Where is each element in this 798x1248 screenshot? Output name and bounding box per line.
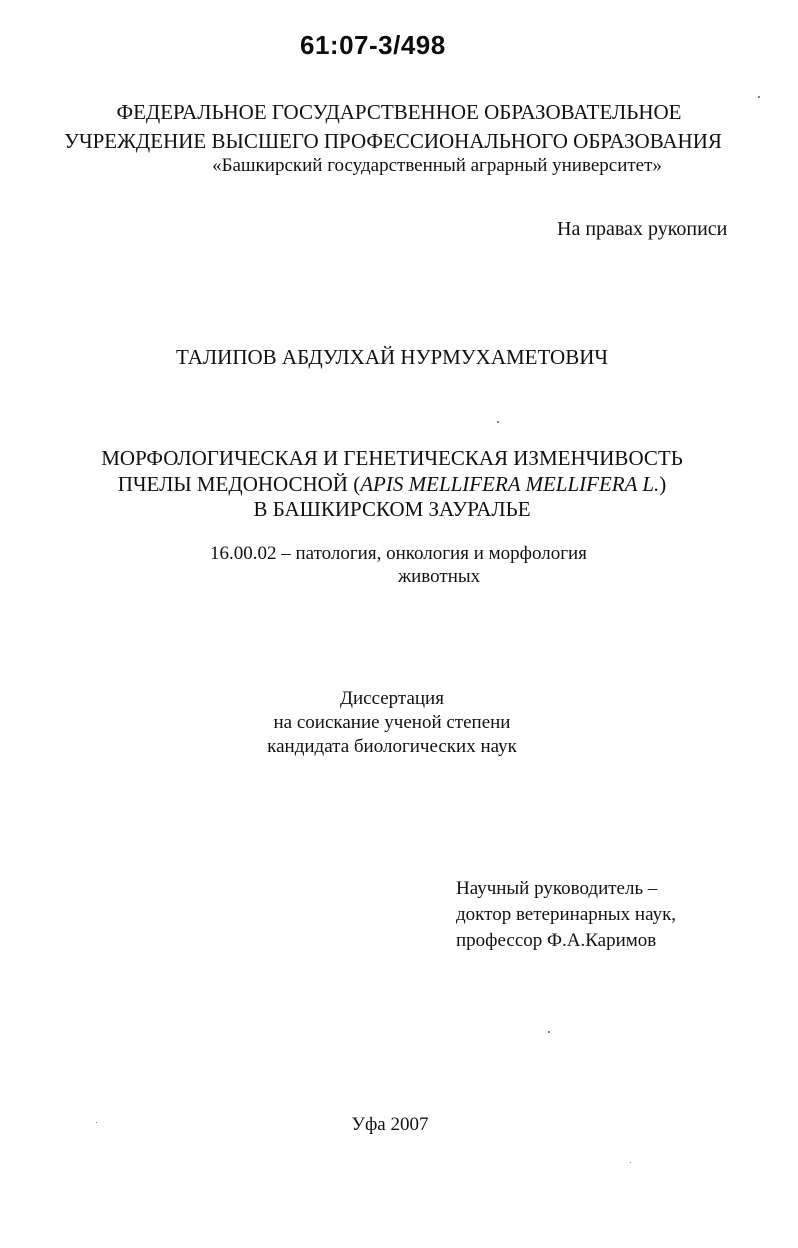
supervisor-name: профессор Ф.А.Каримов — [456, 930, 657, 951]
specialty-continuation: животных — [398, 566, 481, 587]
specialty-code-line: 16.00.02 – патология, онкология и морфология — [210, 543, 587, 564]
manuscript-rights-note: На правах рукописи — [557, 218, 728, 240]
degree-name: кандидата биологических наук — [267, 736, 517, 757]
title-line-2-suffix: ) — [659, 472, 667, 496]
scan-speck — [548, 1031, 550, 1033]
scan-speck — [96, 1122, 97, 1123]
degree-purpose: на соискание ученой степени — [273, 712, 511, 733]
author-name: ТАЛИПОВ АБДУЛХАЙ НУРМУХАМЕТОВИЧ — [175, 345, 609, 369]
scan-speck — [497, 421, 499, 423]
thesis-title-line-1: МОРФОЛОГИЧЕСКАЯ И ГЕНЕТИЧЕСКАЯ ИЗМЕНЧИВОСТЬ — [101, 446, 683, 470]
supervisor-degree: доктор ветеринарных наук, — [456, 904, 677, 925]
institution-line-1: ФЕДЕРАЛЬНОЕ ГОСУДАРСТВЕННОЕ ОБРАЗОВАТЕЛЬНОЕ — [116, 100, 682, 124]
city-and-year: Уфа 2007 — [351, 1114, 429, 1135]
latin-species-name: APIS MELLIFERA MELLIFERA L. — [360, 472, 660, 496]
institution-line-3: «Башкирский государственный аграрный университет» — [212, 155, 662, 176]
thesis-title-line-2 — [0, 471, 784, 497]
scan-speck — [630, 1162, 631, 1163]
thesis-title-line-3: В БАШКИРСКОМ ЗАУРАЛЬЕ — [253, 497, 531, 521]
scan-speck — [758, 96, 760, 98]
title-line-2-prefix: ПЧЕЛЫ МЕДОНОСНОЙ ( — [117, 472, 361, 496]
dissertation-label: Диссертация — [340, 688, 444, 709]
archive-stamp-number: 61:07-3/498 — [300, 30, 446, 60]
institution-line-2: УЧРЕЖДЕНИЕ ВЫСШЕГО ПРОФЕССИОНАЛЬНОГО ОБРАЗОВАНИЯ — [64, 129, 722, 153]
supervisor-label: Научный руководитель – — [456, 878, 658, 899]
